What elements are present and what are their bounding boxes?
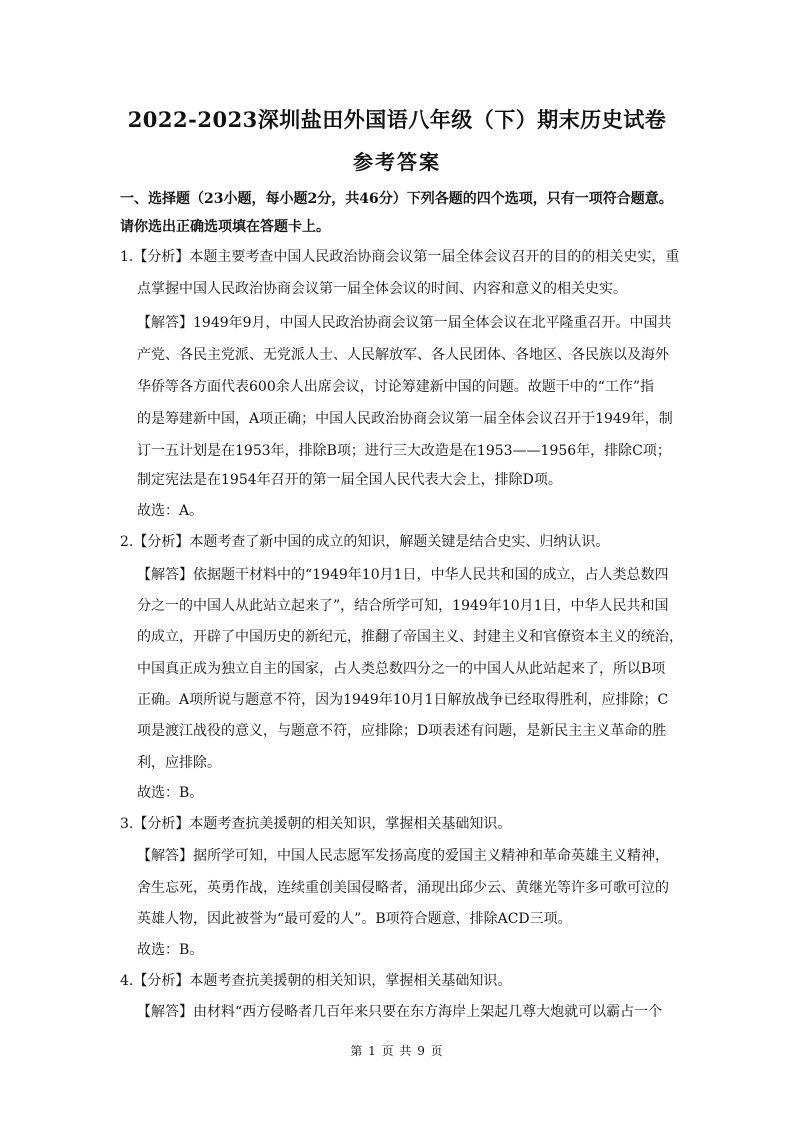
q2-answer-line-1: 【解答】依据题干材料中的“1949年10月1日，中华人民共和国的成立，占人类总数四 bbox=[137, 567, 669, 583]
q1-answer-line-6: 制定宪法是在1954年召开的第一届全国人民代表大会上，排除D项。 bbox=[137, 472, 562, 488]
q3-choice: 故选：B。 bbox=[137, 942, 204, 958]
q4-analysis-line-1: 4.【分析】本题考查抗美援朝的相关知识，掌握相关基础知识。 bbox=[120, 973, 512, 989]
q3-answer-line-1: 【解答】据所学可知，中国人民志愿军发扬高度的爱国主义精神和革命英雄主义精神， bbox=[137, 848, 669, 864]
q2-answer-line-4: 中国真正成为独立自主的国家，占人类总数四分之一的中国人从此站起来了，所以B项 bbox=[137, 661, 666, 677]
q1-analysis-line-1: 1.【分析】本题主要考查中国人民政治协商会议第一届全体会议召开的目的的相关史实，重 bbox=[120, 249, 680, 265]
q1-answer-line-3: 华侨等各方面代表600余人出席会议，讨论筹建新中国的问题。故题干中的“工作”指 bbox=[137, 379, 655, 395]
page-footer: 第 1 页 共 9 页 bbox=[350, 1044, 444, 1058]
q4-answer-line-1: 【解答】由材料“西方侵略者几百年来只要在东方海岸上架起几尊大炮就可以霸占一个 bbox=[137, 1004, 663, 1020]
q2-answer-line-7: 利，应排除。 bbox=[137, 755, 221, 771]
q2-answer-line-2: 分之一的中国人从此站立起来了”，结合所学可知，1949年10月1日，中华人民共和国 bbox=[137, 598, 669, 614]
q1-answer-line-4: 的是筹建新中国，A项正确；中国人民政治协商会议第一届全体会议召开于1949年，制 bbox=[137, 411, 673, 427]
section-heading: 一、选择题（23小题，每小题2分，共46分）下列各题的四个选项，只有一项符合题意。请你选出正确选项填在答题卡上。 bbox=[120, 191, 673, 235]
q3-answer-line-3: 英雄人物，因此被誉为“最可爱的人”。B项符合题意，排除ACD三项。 bbox=[137, 911, 572, 927]
q1-answer-line-5: 订一五计划是在1953年，排除B项；进行三大改造是在1953——1956年，排除C项； bbox=[137, 443, 671, 459]
document-subtitle: 参考答案 bbox=[353, 150, 441, 174]
q1-analysis-line-2: 点掌握中国人民政治协商会议第一届全体会议的时间、内容和意义的相关史实。 bbox=[137, 281, 627, 297]
q3-answer-line-2: 舍生忘死，英勇作战，连续重创美国侵略者，涌现出邱少云、黄继光等许多可歌可泣的 bbox=[137, 880, 669, 896]
q3-analysis-line-1: 3.【分析】本题考查抗美援朝的相关知识，掌握相关基础知识。 bbox=[120, 816, 512, 832]
q1-answer-line-1: 【解答】1949年9月，中国人民政治协商会议第一届全体会议在北平隆重召开。中国共 bbox=[137, 315, 672, 331]
q1-choice: 故选：A。 bbox=[137, 503, 204, 519]
q2-answer-line-3: 的成立，开辟了中国历史的新纪元，推翻了帝国主义、封建主义和官僚资本主义的统治， bbox=[137, 629, 683, 645]
q2-answer-line-6: 项是渡江战役的意义，与题意不符，应排除；D项表述有问题，是新民主主义革命的胜 bbox=[137, 723, 667, 739]
document-title: 2022-2023深圳盐田外国语八年级（下）期末历史试卷 bbox=[127, 107, 667, 132]
q2-answer-line-5: 正确。A项所说与题意不符，因为1949年10月1日解放战争已经取得胜利，应排除；C bbox=[137, 692, 669, 708]
q1-answer-line-2: 产党、各民主党派、无党派人士、人民解放军、各人民团体、各地区、各民族以及海外 bbox=[137, 347, 669, 363]
q2-choice: 故选：B。 bbox=[137, 785, 204, 801]
q2-analysis-line-1: 2.【分析】本题考查了新中国的成立的知识，解题关键是结合史实、归纳认识。 bbox=[120, 534, 610, 550]
